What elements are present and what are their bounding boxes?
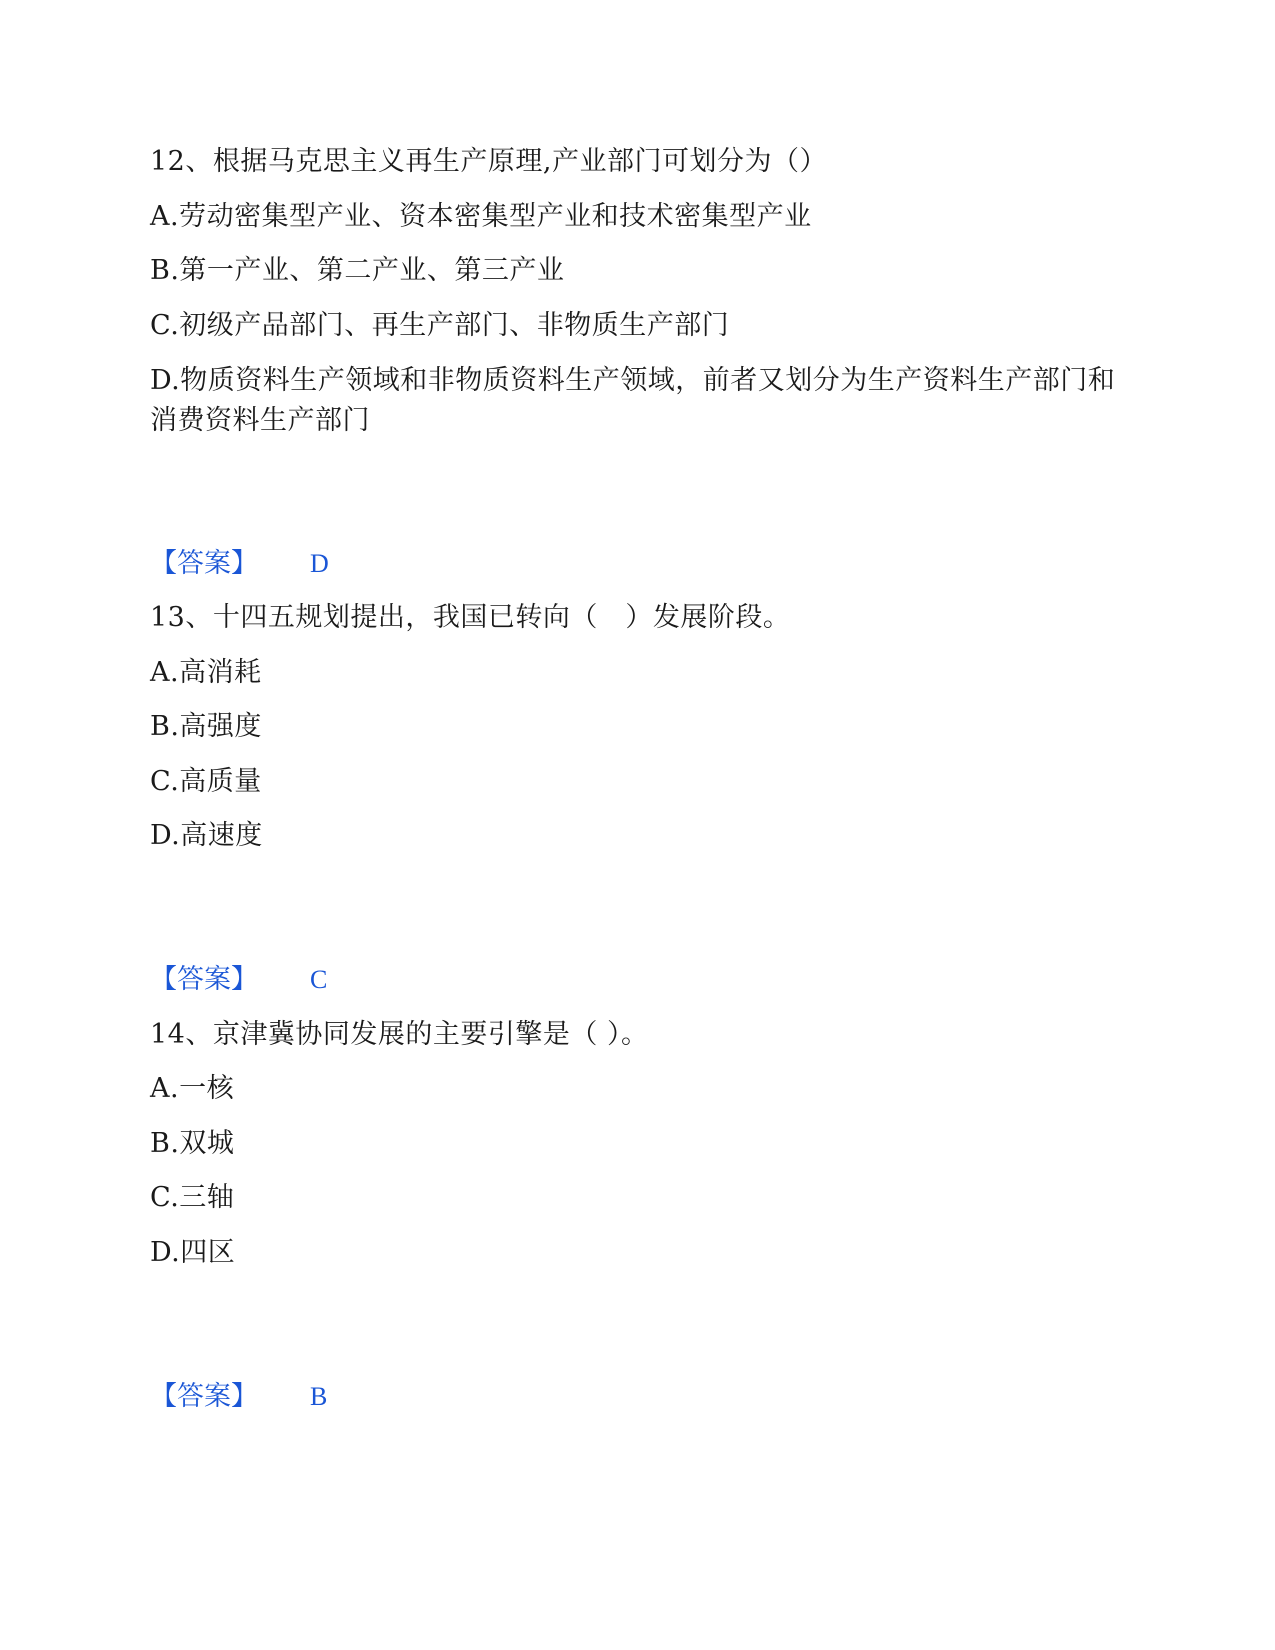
question-12-option-d: D.物质资料生产领域和非物质资料生产领域，前者又划分为生产资料生产部门和消费资料生产部门 [150,365,1116,436]
question-14-option-c: C.三轴 [150,1182,235,1213]
question-13-option-a: A.高消耗 [150,657,262,688]
question-12-option-c: C.初级产品部门、再生产部门、非物质生产部门 [150,310,730,341]
question-12-option-b: B.第一产业、第二产业、第三产业 [150,255,565,286]
question-14-option-a: A.一核 [150,1073,235,1104]
answer-label: 【答案】 [150,548,258,579]
question-13-stem: 13、十四五规划提出，我国已转向（ ）发展阶段。 [150,602,791,633]
question-12-answer [150,544,329,584]
question-14-option-d: D.四区 [150,1237,236,1268]
answer-value: C [310,965,328,994]
question-12-stem: 12、根据马克思主义再生产原理,产业部门可划分为（） [150,146,827,177]
answer-value: B [310,1382,328,1411]
answer-label: 【答案】 [150,964,258,995]
question-14-stem: 14、京津冀协同发展的主要引擎是（ ）。 [150,1019,649,1050]
question-13-option-b: B.高强度 [150,711,262,742]
question-14-option-b: B.双城 [150,1128,235,1159]
question-13-option-c: C.高质量 [150,766,262,797]
question-14-answer [150,1377,327,1417]
answer-value: D [310,549,329,578]
question-13-answer [150,960,327,1000]
answer-label: 【答案】 [150,1381,258,1412]
question-13-option-d: D.高速度 [150,820,263,851]
question-12-option-a: A.劳动密集型产业、资本密集型产业和技术密集型产业 [150,201,812,232]
